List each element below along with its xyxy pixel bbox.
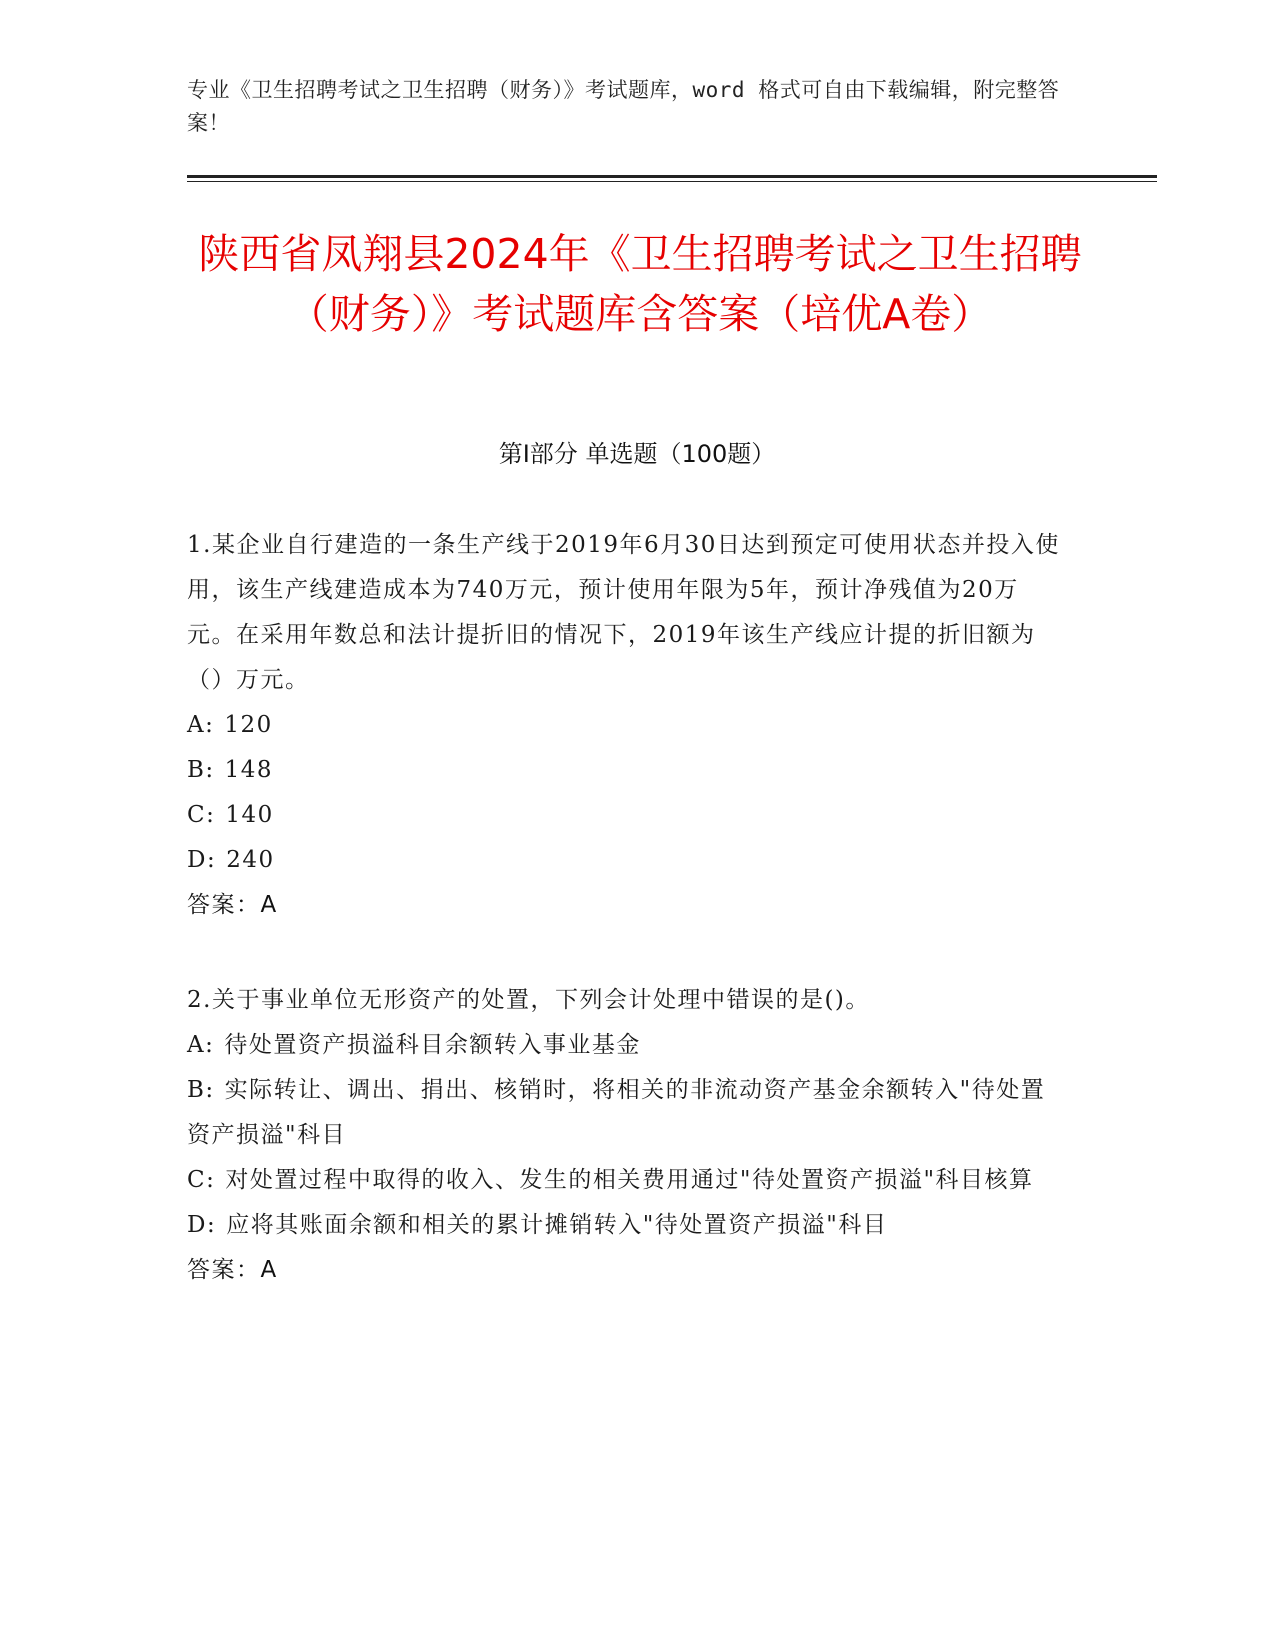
option-key: C: <box>187 802 216 828</box>
option-d <box>187 838 1067 883</box>
question-2 <box>187 978 1067 1293</box>
section-heading: 第Ⅰ部分 单选题（100题） <box>498 440 776 468</box>
option-key: D: <box>187 847 217 873</box>
question-stem: 2.关于事业单位无形资产的处置，下列会计处理中错误的是()。 <box>187 987 870 1013</box>
option-key: D: <box>187 1212 217 1238</box>
header-rule-thick <box>187 175 1157 178</box>
option-c <box>187 793 1067 838</box>
option-b <box>187 748 1067 793</box>
option-key: A: <box>187 1032 215 1058</box>
question-stem: 1.某企业自行建造的一条生产线于2019年6月30日达到预定可使用状态并投入使用，该生产线建造成本为740万元，预计使用年限为5年，预计净残值为20万元。在采用年数总和法计提折旧的情况下，2019年该生产线应计提的折旧额为（）万元。 <box>187 532 1060 693</box>
option-text: 140 <box>225 802 274 828</box>
option-text: 实际转让、调出、捐出、核销时，将相关的非流动资产基金余额转入"待处置资产损溢"科目 <box>187 1077 1046 1148</box>
option-d <box>187 1203 1067 1248</box>
header-note: 专业《卫生招聘考试之卫生招聘（财务）》考试题库，word 格式可自由下载编辑，附完整答案！ <box>187 78 1060 135</box>
option-b <box>187 1068 1067 1158</box>
answer-line: 答案：A <box>187 892 278 918</box>
option-key: B: <box>187 1077 215 1103</box>
option-a <box>187 703 1067 748</box>
option-key: B: <box>187 757 215 783</box>
option-key: A: <box>187 712 215 738</box>
header-rule-thin <box>187 181 1157 182</box>
option-text: 待处置资产损溢科目余额转入事业基金 <box>224 1032 641 1058</box>
option-text: 240 <box>226 847 275 873</box>
option-text: 148 <box>224 757 274 783</box>
option-text: 应将其账面余额和相关的累计摊销转入"待处置资产损溢"科目 <box>226 1212 888 1238</box>
option-text: 120 <box>224 712 273 738</box>
question-1 <box>187 523 1067 928</box>
option-a <box>187 1023 1067 1068</box>
option-c <box>187 1158 1067 1203</box>
option-text: 对处置过程中取得的收入、发生的相关费用通过"待处置资产损溢"科目核算 <box>225 1167 1034 1193</box>
answer-line: 答案：A <box>187 1257 278 1283</box>
option-key: C: <box>187 1167 216 1193</box>
document-title: 陕西省凤翔县2024年《卫生招聘考试之卫生招聘（财务）》考试题库含答案（培优A卷） <box>198 230 1082 338</box>
